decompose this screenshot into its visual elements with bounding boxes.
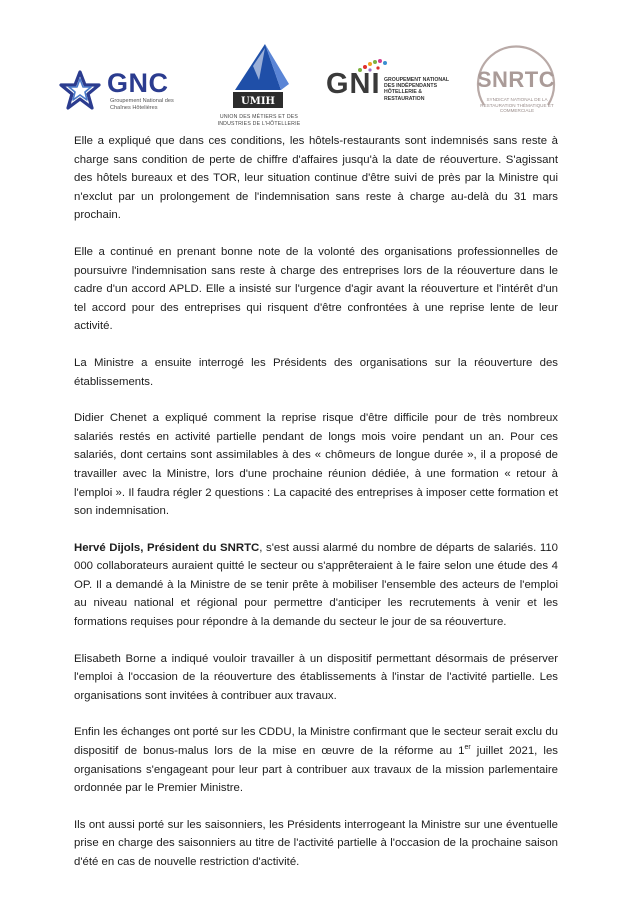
snrtc-logo bbox=[470, 45, 566, 121]
logo-header bbox=[0, 0, 624, 130]
umih-logo bbox=[214, 44, 304, 126]
gni-subtitle: GROUPEMENT NATIONAL DES INDÉPENDANTS HÔTELLERIE & RESTAURATION bbox=[384, 77, 449, 102]
speaker-name: Hervé Dijols, Président du SNRTC bbox=[74, 541, 260, 554]
snrtc-subtitle: SYNDICAT NATIONAL DE LA RESTAURATION THÉMATIQUE ET COMMERCIALE bbox=[480, 97, 554, 114]
paragraph-6: Elisabeth Borne a indiqué vouloir travailler à un dispositif permettant désormais de préserver l'emploi à l'occasion de la réouverture des établissements à l'instar de l'activité partielle. Les organisations sont invitées à contribuer aux travaux. bbox=[74, 652, 558, 702]
document-body bbox=[74, 132, 558, 890]
umih-subtitle: UNION DES MÉTIERS ET DES INDUSTRIES DE L'HÔTELLERIE bbox=[217, 114, 301, 127]
paragraph-2: Elle a continué en prenant bonne note de la volonté des organisations professionnelles de poursuivre l'indemnisation sans reste à charge des entreprises lors de la réouverture dans le cadre d'un accord APLD. Elle a insisté sur l'urgence d'agir avant la réouverture et l'intérêt d'un tel accord pour des entreprises qui risquent d'être confrontées à une reprise lente de leur activité. bbox=[74, 245, 558, 333]
gnc-subtitle: Groupement National des Chaînes Hôtelières bbox=[110, 98, 174, 111]
paragraph-7-text-a: Enfin les échanges ont porté sur les CDDU, la Ministre confirmant que le secteur serait exclu du dispositif de bonus-malus lors de la mise en œuvre de la réforme au 1 bbox=[74, 726, 558, 758]
gni-logo bbox=[326, 58, 456, 104]
paragraph-3: La Ministre a ensuite interrogé les Présidents des organisations sur la réouverture des établissements. bbox=[74, 356, 558, 388]
paragraph-5 bbox=[74, 539, 558, 632]
gni-abbr: GNI bbox=[326, 68, 381, 100]
paragraph-1: Elle a expliqué que dans ces conditions, les hôtels-restaurants sont indemnisés sans reste à charge sans condition de perte de chiffre d'affaires jusqu'à la date de réouverture. S'agissant des hôtels bureaux et des TOR, leur situation continue d'être suivi de près par la Ministre qui n'exclut par un prolongement de l'indemnisation sans reste à charge au-delà du 31 mars prochain. bbox=[74, 135, 558, 222]
pyramid-icon bbox=[229, 44, 289, 112]
paragraph-7-text-b: juillet 2021, les organisations s'engageant pour leur part à contribuer aux travaux de la mission parlementaire ordonnée par le Premier Ministre. bbox=[74, 745, 558, 795]
ordinal-superscript: er bbox=[464, 744, 471, 752]
paragraph-4: Didier Chenet a expliqué comment la reprise risque d'être difficile pour de très nombreux salariés restés en activité partielle pendant de longs mois voire pendant un an. Pour ces salariés, dont certains sont assimilables à des « chômeurs de longue durée », il a proposé de travailler avec la Ministre, lors d'une prochaine réunion dédiée, à une formation « retour à l'emploi ». Il faudra régler 2 questions : La capacité des entreprises à imposer cette formation et son indemnisation. bbox=[74, 412, 558, 518]
paragraph-5-text: , s'est aussi alarmé du nombre de départs de salariés. 110 000 collaborateurs auraient quitté le secteur ou s'apprêteraient à le faire selon une étude des 4 OP. Il a demandé à la Ministre de se tenir prête à mobiliser l'ensemble des acteurs de l'emploi au niveau national et régional pour permettre d'anticiper les recrutements à venir et les formations requises pour répondre à la demande du secteur le jour de sa réouverture. bbox=[74, 541, 558, 629]
paragraph-8: Ils ont aussi porté sur les saisonniers, les Présidents interrogeant la Ministre sur une éventuelle prise en charge des saisonniers au titre de l'activité partielle à l'occasion de la prochaine saison d'été en cas de nouvelle restriction d'activité. bbox=[74, 818, 558, 868]
svg-text:UMIH: UMIH bbox=[241, 96, 275, 107]
paragraph-7 bbox=[74, 723, 558, 797]
star-icon bbox=[58, 70, 102, 110]
gnc-logo bbox=[58, 66, 188, 112]
gnc-abbr: GNC bbox=[107, 68, 169, 98]
snrtc-abbr: SNRTC bbox=[476, 67, 556, 92]
